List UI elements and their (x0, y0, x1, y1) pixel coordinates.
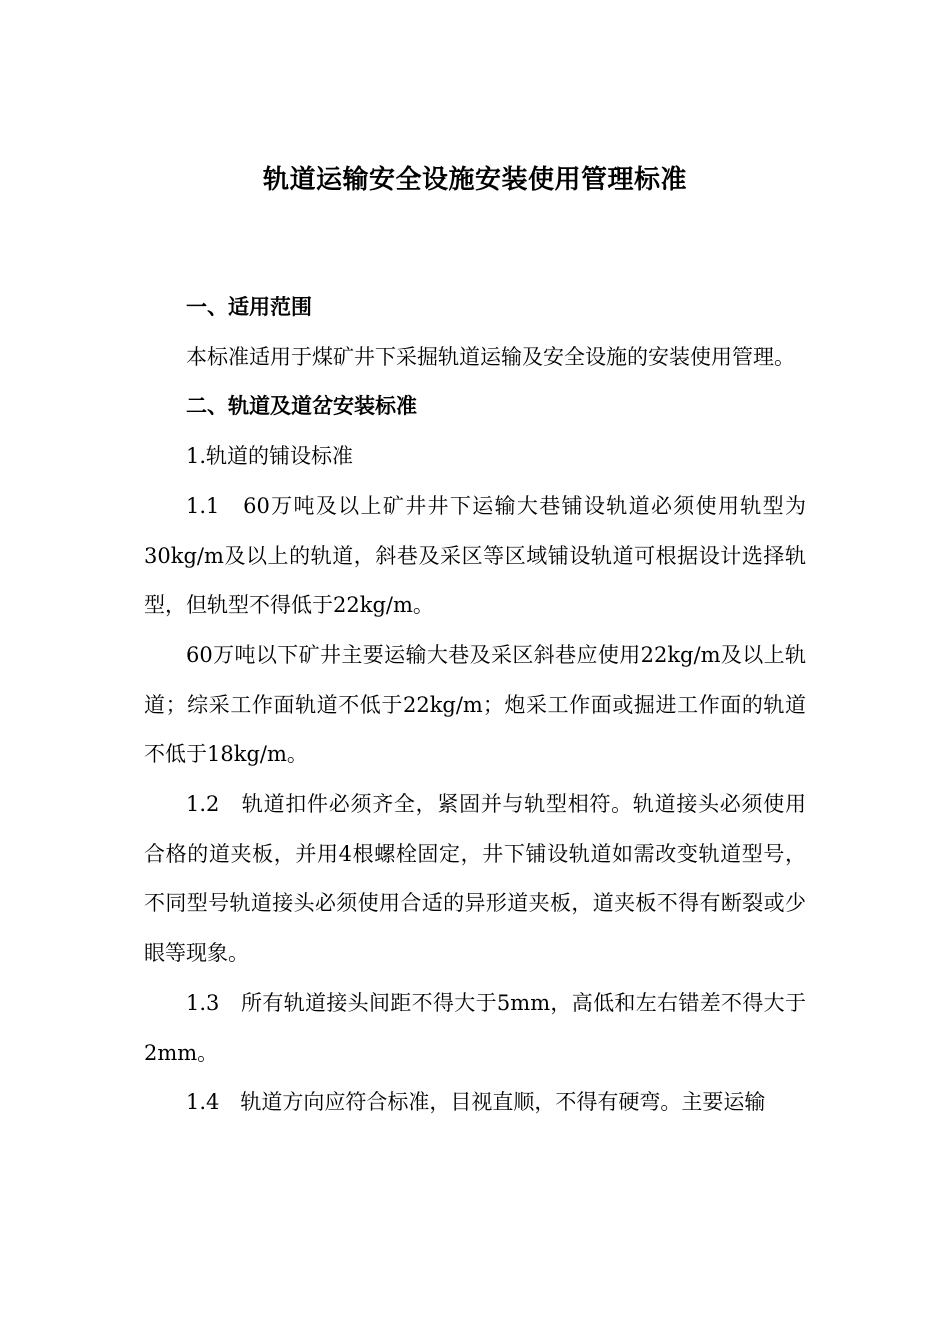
document-body (144, 283, 806, 1128)
paragraph-track-laying: 1.轨道的铺设标准 (186, 444, 354, 469)
section-heading-track-standard: 二、轨道及道岔安装标准 (186, 394, 417, 419)
section-heading-scope: 一、适用范围 (186, 295, 312, 319)
paragraph-1-3: 1.3 所有轨道接头间距不得大于5mm，高低和左右错差不得大于2mm。 (144, 990, 806, 1065)
paragraph-scope: 本标准适用于煤矿井下采掘轨道运输及安全设施的安装使用管理。 (186, 344, 795, 369)
paragraph-1-1-cont: 60万吨以下矿井主要运输大巷及采区斜巷应使用22kg/m及以上轨道；综采工作面轨道不低于22kg/m；炮采工作面或掘进工作面的轨道不低于18kg/m。 (144, 642, 806, 767)
paragraph-1-1: 1.1 60万吨及以上矿井井下运输大巷铺设轨道必须使用轨型为30kg/m及以上的轨道，斜巷及采区等区域铺设轨道可根据设计选择轨型，但轨型不得低于22kg/m。 (144, 493, 806, 618)
paragraph-1-2: 1.2 轨道扣件必须齐全，紧固并与轨型相符。轨道接头必须使用合格的道夹板，并用4根螺栓固定，井下铺设轨道如需改变轨道型号，不同型号轨道接头必须使用合适的异形道夹板，道夹板不得有断裂或少眼等现象。 (144, 792, 806, 966)
paragraph-1-4: 1.4 轨道方向应符合标准，目视直顺，不得有硬弯。主要运输 (186, 1090, 766, 1115)
document-title: 轨道运输安全设施安装使用管理标准 (262, 165, 687, 195)
